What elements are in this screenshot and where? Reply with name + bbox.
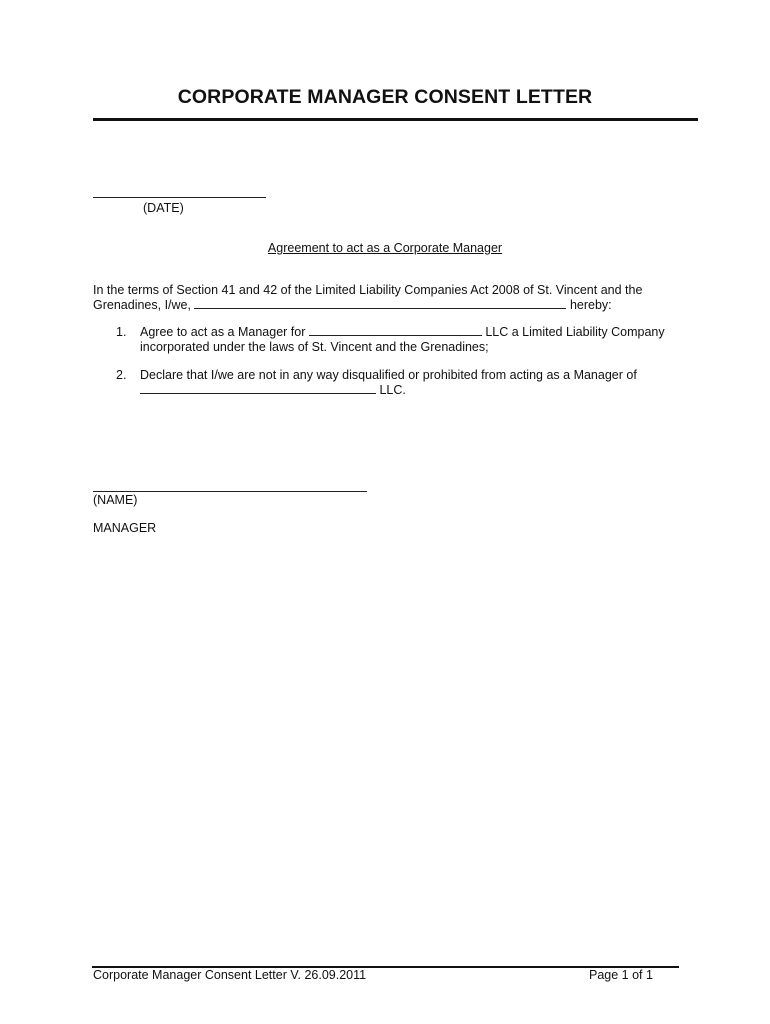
title-rule	[93, 118, 698, 121]
intro-line-2-end: hereby:	[569, 298, 612, 312]
intro-line-1: In the terms of Section 41 and 42 of the Limited Liability Companies Act 2008 of St. Vincent and the	[93, 283, 643, 297]
footer-document-version: Corporate Manager Consent Letter V. 26.09.2011	[93, 968, 367, 982]
document-title: CORPORATE MANAGER CONSENT LETTER	[177, 86, 593, 108]
item-1-number: 1.	[116, 325, 127, 339]
item-2-line-2-end: LLC.	[379, 383, 406, 397]
date-label: (DATE)	[143, 201, 184, 215]
item-2-line-2	[140, 383, 406, 397]
item-2-line-1: Declare that I/we are not in any way disqualified or prohibited from acting as a Manager of	[140, 368, 637, 382]
manager-name-blank	[194, 298, 566, 309]
intro-line-2	[93, 298, 612, 312]
footer-page-number: Page 1 of 1	[589, 968, 653, 982]
item-1-line-1-end: LLC a Limited Liability Company	[485, 325, 665, 339]
name-label: (NAME)	[93, 493, 138, 507]
llc-name-blank-1	[309, 325, 482, 336]
name-signature-line	[93, 491, 367, 492]
agreement-subtitle: Agreement to act as a Corporate Manager	[267, 241, 503, 255]
item-1-line-1	[140, 325, 665, 339]
manager-label: MANAGER	[93, 521, 157, 535]
intro-line-2-start: Grenadines, I/we,	[93, 298, 191, 312]
llc-name-blank-2	[140, 383, 376, 394]
item-1-line-2: incorporated under the laws of St. Vincent and the Grenadines;	[140, 340, 489, 354]
date-signature-line	[93, 197, 266, 198]
item-1-line-1-start: Agree to act as a Manager for	[140, 325, 306, 339]
item-2-number: 2.	[116, 368, 127, 382]
